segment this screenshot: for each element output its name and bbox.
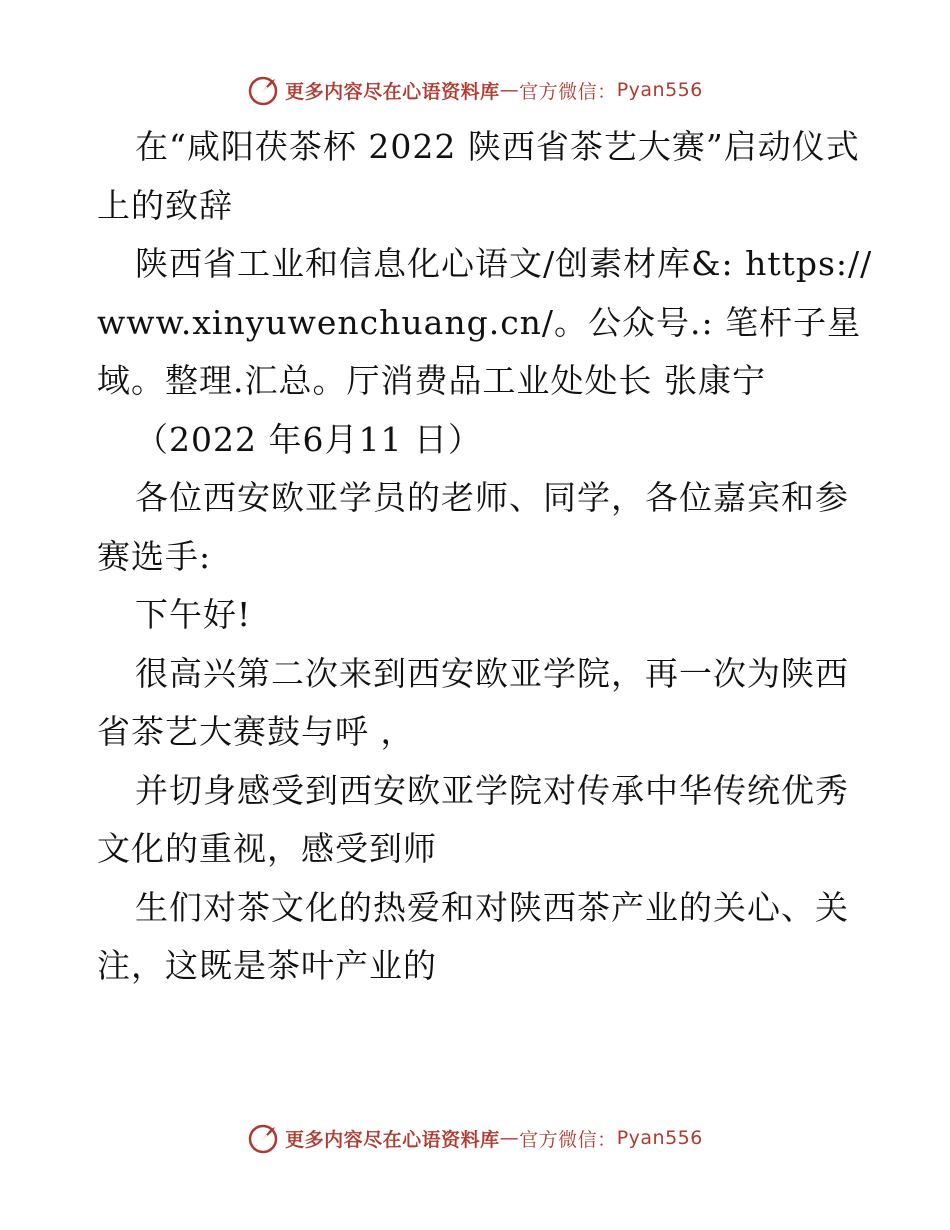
- body-paragraph: 并切身感受到西安欧亚学院对传承中华传统优秀文化的重视，感受到师: [97, 770, 849, 868]
- document-salutation: 各位西安欧亚学员的老师、同学，各位嘉宾和参赛选手:: [97, 478, 849, 576]
- watermark-wechat-label: 官方微信：: [519, 80, 617, 103]
- watermark-dash: —: [499, 1127, 520, 1149]
- document-body: [97, 118, 877, 996]
- watermark-brand: 更多内容尽在心语资料库: [285, 80, 500, 103]
- body-paragraph: 生们对茶文化的热爱和对陕西茶产业的关心、关注，这既是茶叶产业的: [97, 887, 849, 985]
- watermark-wechat-label: 官方微信：: [519, 1128, 617, 1151]
- body-paragraph: 很高兴第二次来到西安欧亚学院，再一次为陕西省茶艺大赛鼓与呼 ，: [97, 653, 849, 751]
- watermark-wechat-id: Pyan556: [616, 1127, 703, 1149]
- watermark-brand: 更多内容尽在心语资料库: [285, 1128, 500, 1151]
- document-author: 陕西省工业和信息化心语文/创素材库&: https://www.xinyuwenchuang.cn/。公众号.: 笔杆子星域。整理.汇总。厅消费品工业处处长 张康宁: [97, 244, 873, 400]
- watermark-dash: —: [499, 79, 520, 101]
- quill-pen-icon: [247, 1121, 281, 1155]
- watermark-wechat-id: Pyan556: [616, 79, 703, 101]
- document-title: 在“咸阳茯茶杯 2022 陕西省茶艺大赛”启动仪式上的致辞: [97, 127, 860, 225]
- document-greeting: 下午好!: [135, 595, 252, 634]
- header-watermark: [0, 70, 950, 110]
- footer-watermark: [0, 1118, 950, 1158]
- document-date: （2022 年6月11 日）: [135, 419, 482, 459]
- quill-pen-icon: [247, 73, 281, 107]
